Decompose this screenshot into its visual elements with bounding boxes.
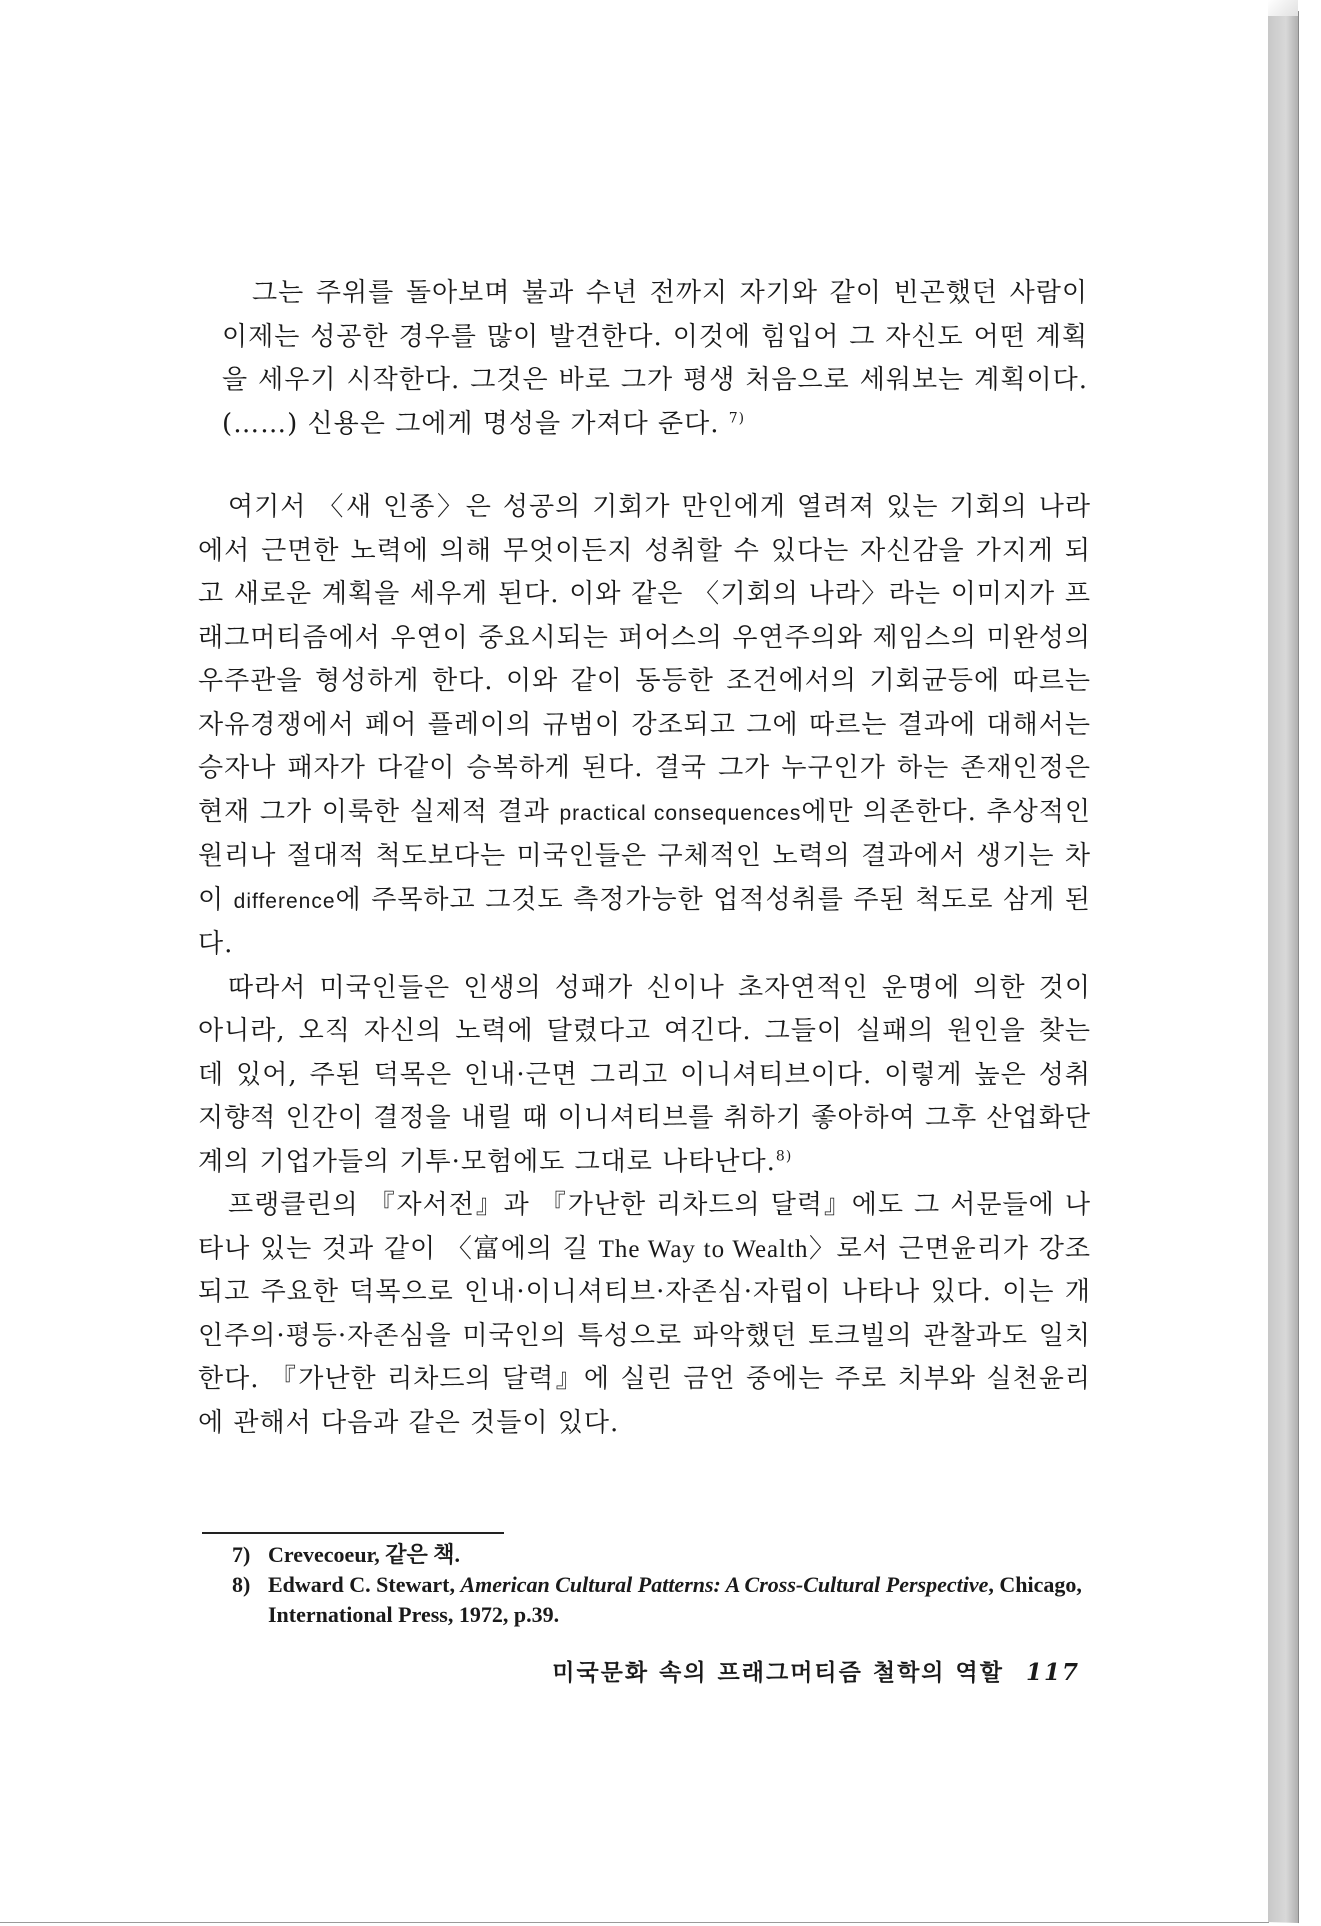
page-number: 117 — [1025, 1659, 1080, 1686]
running-title: 미국문화 속의 프래그머티즘 철학의 역할 — [552, 1659, 1004, 1686]
footnote-author: Edward C. Stewart, — [268, 1572, 461, 1597]
footnote-7 — [232, 1540, 1092, 1570]
footnote-book-title: American Cultural Patterns: A Cross-Cultural Perspective — [460, 1572, 989, 1597]
footnote-text: Crevecoeur, 같은 책. — [268, 1542, 461, 1567]
term-way-to-wealth: The Way to Wealth — [598, 1235, 809, 1263]
term-practical-consequences: practical consequences — [559, 801, 802, 825]
paragraph-3-part2: 〉로서 근면윤리가 강조되고 주요한 덕목으로 인내·이니셔티브·자존심·자립이 나타나 있다. 이는 개인주의·평등·자존심을 미국인의 특성으로 파악했던 토크빌의 관찰과도 일치한다. 『가난한 리차드의 달력』에 실린 금언 중에는 주로 치부와 실천윤리에 관해서 다음과 같은 것들이 있다. — [198, 1233, 1091, 1438]
body-text — [198, 486, 1091, 1445]
footnote-publication: , Chicago, International Press, 1972, p.39. — [268, 1572, 1082, 1627]
page-corner — [1268, 0, 1298, 16]
quote-text: 그는 주위를 돌아보며 불과 수년 전까지 자기와 같이 빈곤했던 사람이 이제는 성공한 경우를 많이 발견한다. 이것에 힘입어 그 자신도 어떤 계획을 세우기 시작한다. 그것은 바로 그가 평생 처음으로 세워보는 계획이다. (……) 신용은 그에게 명성을 가져다 준다. — [222, 278, 1088, 439]
running-footer — [540, 1654, 1080, 1687]
block-quote — [222, 272, 1088, 446]
quote-paragraph — [222, 272, 1088, 446]
term-difference: difference — [233, 889, 336, 913]
paragraph-1-part2: 에만 의존한다. 추상적인 원리나 절대적 척도보다는 미국인들은 구체적인 노력의 결과에서 생기는 차이 — [198, 796, 1091, 915]
paragraph-1-part1: 여기서 〈새 인종〉은 성공의 기회가 만인에게 열려져 있는 기회의 나라에서 근면한 노력에 의해 무엇이든지 성취할 수 있다는 자신감을 가지게 되고 새로운 계획을 세우게 된다. 이와 같은 〈기회의 나라〉라는 이미지가 프래그머티즘에서 우연이 중요시되는 퍼어스의 우연주의와 제임스의 미완성의 우주관을 형성하게 한다. 이와 같이 동등한 조건에서의 기회균등에 따르는 자유경쟁에서 페어 플레이의 규범이 강조되고 그에 따르는 결과에 대해서는 승자나 패자가 다같이 승복하게 된다. 결국 그가 누구인가 하는 존재인정은 현재 그가 이룩한 실제적 결과 — [198, 492, 1091, 827]
paragraph-3 — [198, 1184, 1091, 1445]
footnote-divider — [202, 1532, 504, 1534]
paragraph-2-text: 따라서 미국인들은 인생의 성패가 신이나 초자연적인 운명에 의한 것이 아니라, 오직 자신의 노력에 달렸다고 여긴다. 그들이 실패의 원인을 찾는 데 있어, 주된 덕목은 인내·근면 그리고 이니셔티브이다. 이렇게 높은 성취지향적 인간이 결정을 내릴 때 이니셔티브를 취하기 좋아하여 그후 산업화단계의 기업가들의 기투·모험에도 그대로 나타난다. — [198, 972, 1091, 1177]
footnote-number: 8) — [232, 1572, 251, 1597]
footnote-8 — [232, 1570, 1092, 1630]
footnote-number: 7) — [232, 1542, 251, 1567]
footnote-ref-7: 7) — [728, 409, 746, 426]
footnotes — [232, 1540, 1092, 1630]
footnote-ref-8: 8) — [775, 1147, 793, 1164]
paragraph-3-part1: 프랭클린의 『자서전』과 『가난한 리차드의 달력』에도 그 서문들에 나타나 있는 것과 같이 〈富에의 길 — [198, 1190, 1091, 1264]
paragraph-2 — [198, 967, 1091, 1185]
paragraph-1 — [198, 486, 1091, 967]
page-edge — [1268, 10, 1299, 1923]
paragraph-1-part3: 에 주목하고 그것도 측정가능한 업적성취를 주된 척도로 삼게 된다. — [198, 884, 1091, 959]
